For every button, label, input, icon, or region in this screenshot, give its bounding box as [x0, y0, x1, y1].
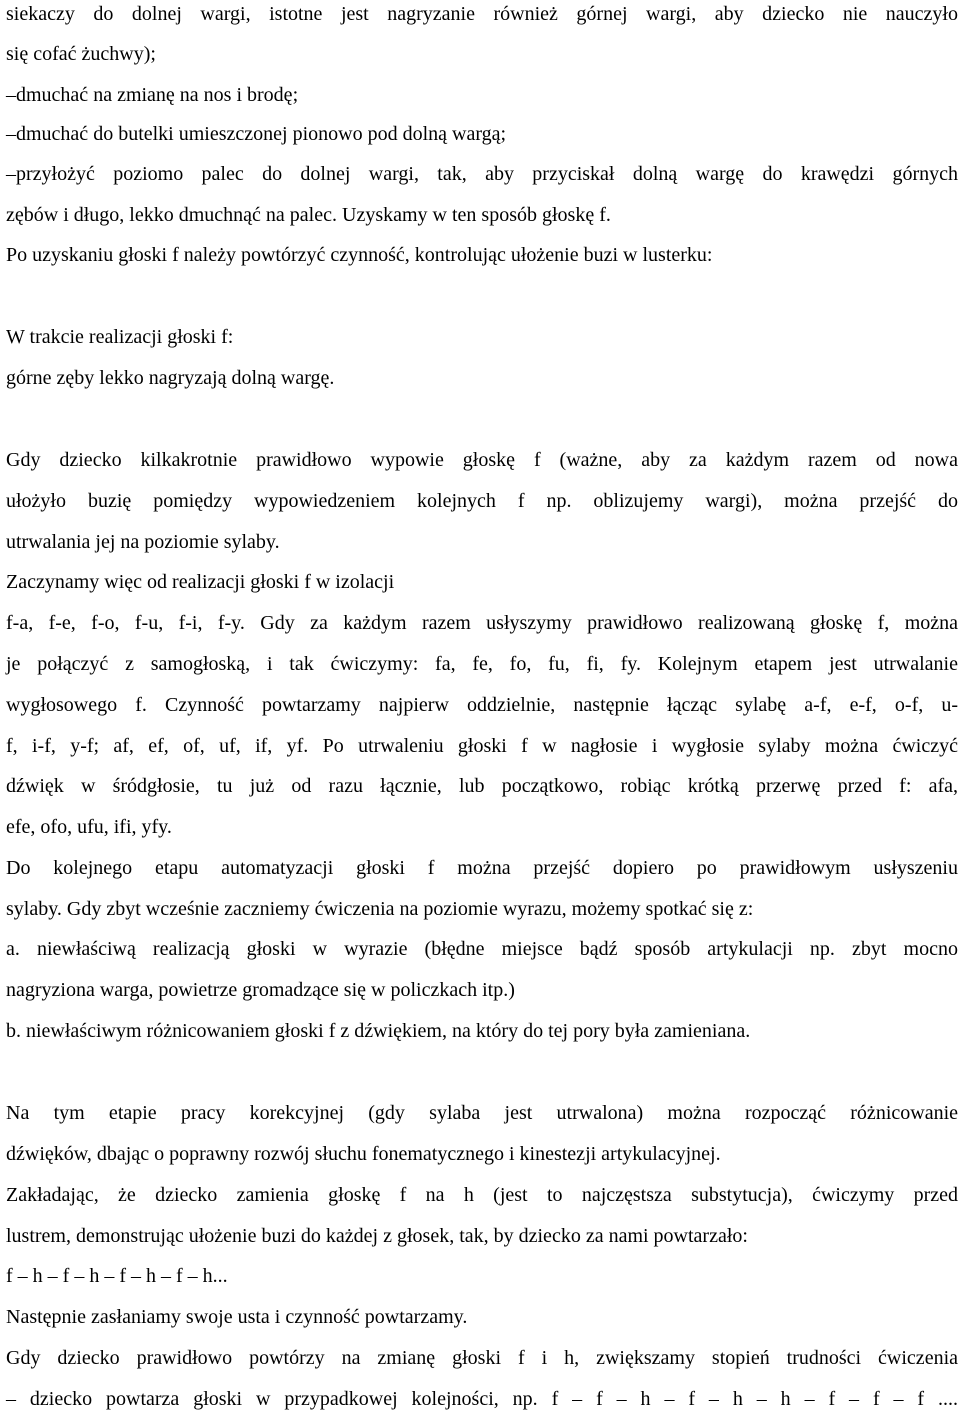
text-line: Zaczynamy więc od realizacji głoski f w izolacji: [6, 571, 395, 593]
text-line: – dziecko powtarza głoski w przypadkowej kolejności, np. f – f – h – f – h – h – f – f – f ....: [6, 1388, 958, 1410]
text-line: –przyłożyć poziomo palec do dolnej wargi, tak, aby przyciskał dolną wargę do krawędzi górnych: [6, 163, 958, 185]
text-line: się cofać żuchwy);: [6, 43, 156, 65]
text-line: f – h – f – h – f – h – f – h...: [6, 1265, 228, 1287]
text-line: f-a, f-e, f-o, f-u, f-i, f-y. Gdy za każdym razem usłyszymy prawidłowo realizowaną głoskę f, można: [6, 612, 958, 634]
text-line: nagryziona warga, powietrze gromadzące się w policzkach itp.): [6, 979, 515, 1001]
text-line: Gdy dziecko prawidłowo powtórzy na zmianę głoski f i h, zwiększamy stopień trudności ćwiczenia: [6, 1347, 958, 1369]
text-line: Gdy dziecko kilkakrotnie prawidłowo wypowie głoskę f (ważne, aby za każdym razem od nowa: [6, 449, 958, 471]
text-line: –dmuchać do butelki umieszczonej pionowo pod dolną wargą;: [6, 123, 507, 145]
text-line: Następnie zasłaniamy swoje usta i czynność powtarzamy.: [6, 1306, 468, 1328]
text-line: efe, ofo, ufu, ifi, yfy.: [6, 816, 172, 838]
text-line: siekaczy do dolnej wargi, istotne jest nagryzanie również górnej wargi, aby dziecko nie nauczyło: [6, 3, 958, 25]
text-line: utrwalania jej na poziomie sylaby.: [6, 531, 280, 553]
text-line: je połączyć z samogłoską, i tak ćwiczymy: fa, fe, fo, fu, fi, fy. Kolejnym etapem jest utrwalanie: [6, 653, 958, 675]
text-line: dźwięków, dbając o poprawny rozwój słuchu fonematycznego i kinestezji artykulacyjnej.: [6, 1143, 721, 1165]
text-line: dźwięk w śródgłosie, tu już od razu łącznie, lub początkowo, robiąc krótką przerwę przed f: afa,: [6, 775, 958, 797]
text-line: lustrem, demonstrując ułożenie buzi do każdej z głosek, tak, by dziecko za nami powtarzało:: [6, 1225, 748, 1247]
text-line: a. niewłaściwą realizacją głoski w wyrazie (błędne miejsce bądź sposób artykulacji np. zbyt mocno: [6, 938, 958, 960]
text-line: Zakładając, że dziecko zamienia głoskę f na h (jest to najczęstsza substytucja), ćwiczymy przed: [6, 1184, 958, 1206]
text-line: Po uzyskaniu głoski f należy powtórzyć czynność, kontrolując ułożenie buzi w lusterku:: [6, 244, 713, 266]
text-line: sylaby. Gdy zbyt wcześnie zaczniemy ćwiczenia na poziomie wyrazu, możemy spotkać się z:: [6, 898, 754, 920]
text-line: b. niewłaściwym różnicowaniem głoski f z dźwiękiem, na który do tej pory była zamieniana.: [6, 1020, 751, 1042]
text-line: zębów i długo, lekko dmuchnąć na palec. Uzyskamy w ten sposób głoskę f.: [6, 204, 611, 226]
text-line: –dmuchać na zmianę na nos i brodę;: [6, 84, 299, 106]
text-line: wygłosowego f. Czynność powtarzamy najpierw oddzielnie, następnie łącząc sylabę a-f, e-f, o-f, u-: [6, 694, 958, 716]
text-line: Na tym etapie pracy korekcyjnej (gdy sylaba jest utrwalona) można rozpocząć różnicowanie: [6, 1102, 958, 1124]
text-line: ułożyło buzię pomiędzy wypowiedzeniem kolejnych f np. oblizujemy wargi), można przejść do: [6, 490, 958, 512]
text-line: f, i-f, y-f; af, ef, of, uf, if, yf. Po utrwaleniu głoski f w nagłosie i wygłosie sylaby można ćwiczyć: [6, 735, 958, 757]
text-line: górne zęby lekko nagryzają dolną wargę.: [6, 367, 335, 389]
text-line: Do kolejnego etapu automatyzacji głoski f można przejść dopiero po prawidłowym usłyszeniu: [6, 857, 958, 879]
text-line: W trakcie realizacji głoski f:: [6, 326, 234, 348]
